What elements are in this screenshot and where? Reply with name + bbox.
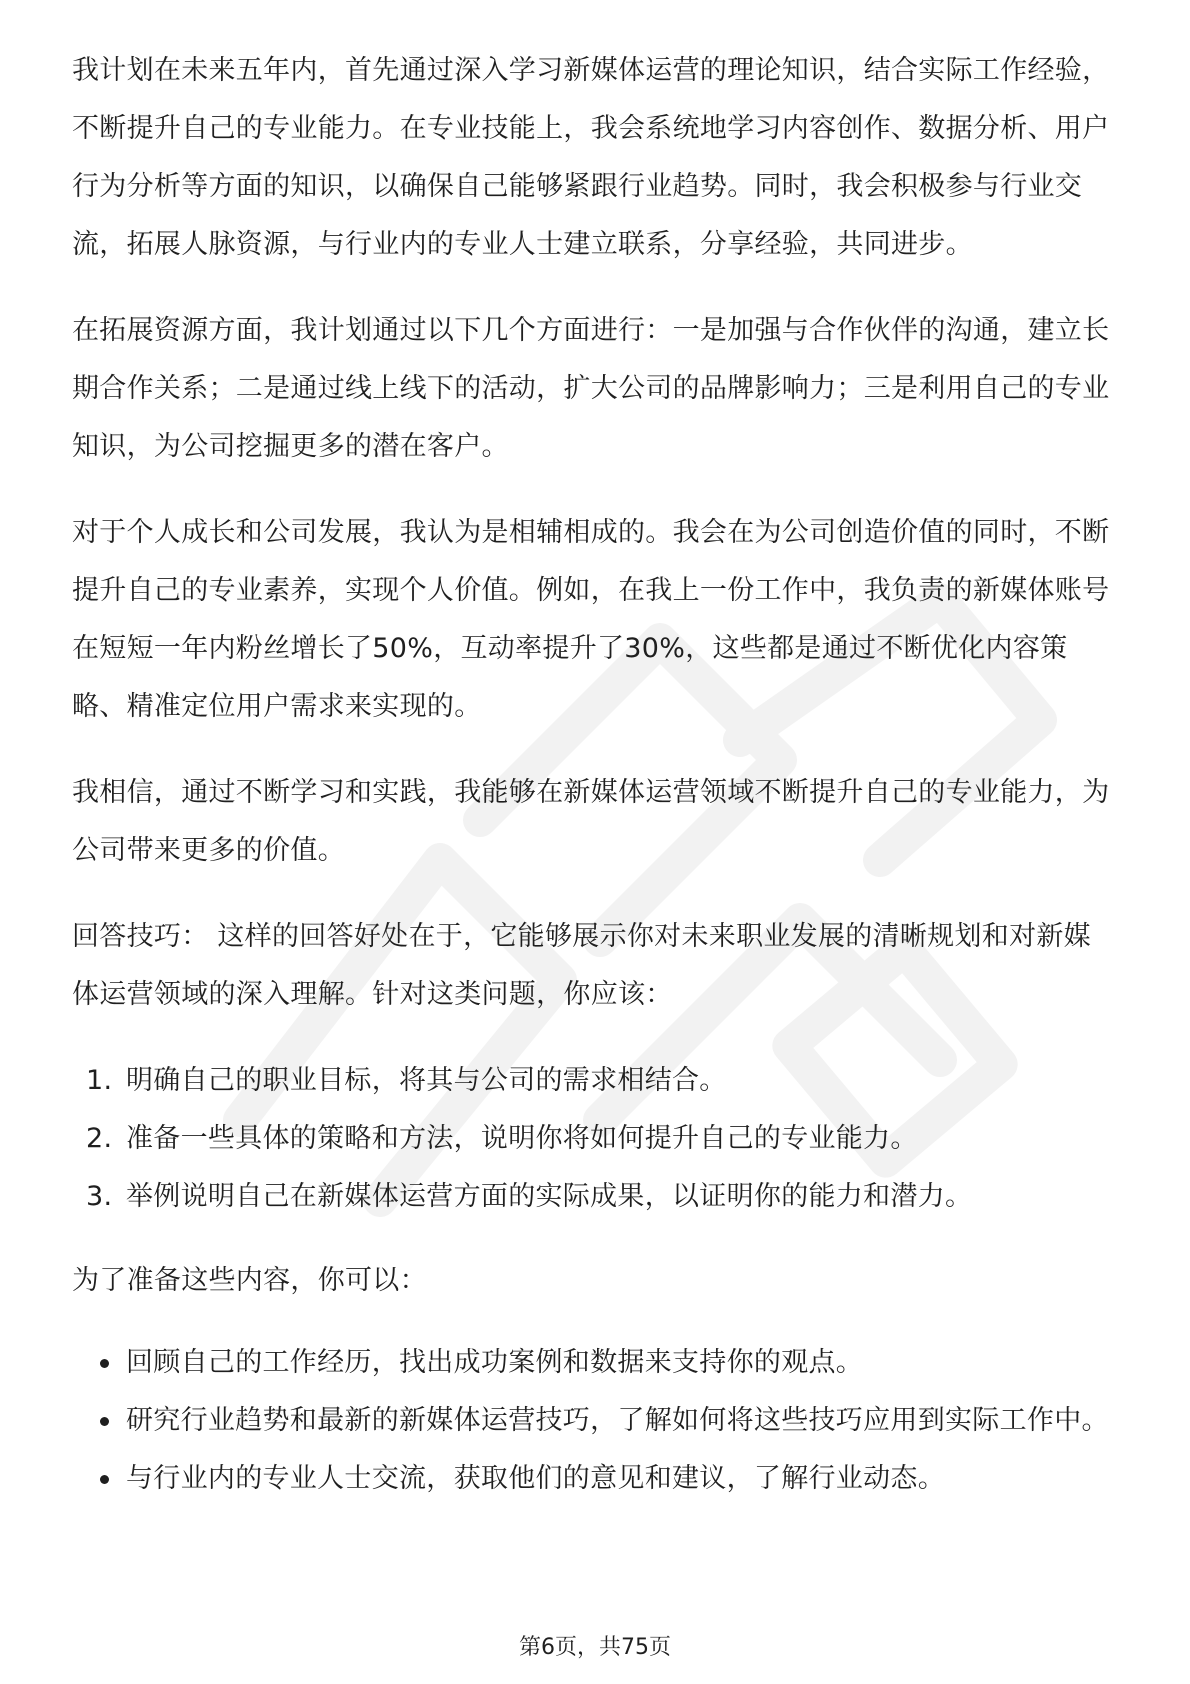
numbered-list [72, 1052, 1118, 1226]
list-item [72, 1454, 1118, 1504]
paragraph-answer-tips: 回答技巧： 这样的回答好处在于，它能够展示你对未来职业发展的清晰规划和对新媒体运营领域的深入理解。针对这类问题，你应该： [72, 921, 1091, 1010]
list-item-text: 研究行业趋势和最新的新媒体运营技巧，了解如何将这些技巧应用到实际工作中。 [126, 1405, 1109, 1436]
paragraph-growth-and-company: 对于个人成长和公司发展，我认为是相辅相成的。我会在为公司创造价值的同时，不断提升自己的专业素养，实现个人价值。例如，在我上一份工作中，我负责的新媒体账号在短短一年内粉丝增长了50%，互动率提升了30%，这些都是通过不断优化内容策略、精准定位用户需求来实现的。 [72, 517, 1110, 722]
list-item [72, 1396, 1118, 1446]
list-number: 3. [86, 1181, 113, 1212]
bullet-icon [100, 1417, 109, 1426]
list-item-text: 回顾自己的工作经历，找出成功案例和数据来支持你的观点。 [126, 1347, 864, 1378]
bullet-icon [100, 1359, 109, 1368]
list-item-text: 准备一些具体的策略和方法，说明你将如何提升自己的专业能力。 [126, 1123, 918, 1154]
list-number: 2. [86, 1123, 113, 1154]
list-item-text: 与行业内的专业人士交流，获取他们的意见和建议，了解行业动态。 [126, 1463, 945, 1494]
page-footer: 第6页，共75页 [519, 1635, 671, 1660]
paragraph-resource-expansion: 在拓展资源方面，我计划通过以下几个方面进行：一是加强与合作伙伴的沟通，建立长期合作关系；二是通过线上线下的活动，扩大公司的品牌影响力；三是利用自己的专业知识，为公司挖掘更多的潜在客户。 [72, 315, 1110, 462]
document-body [72, 42, 1118, 1530]
bullet-list [72, 1338, 1118, 1504]
bullet-icon [100, 1475, 109, 1484]
paragraph-belief: 我相信，通过不断学习和实践，我能够在新媒体运营领域不断提升自己的专业能力，为公司带来更多的价值。 [72, 777, 1110, 866]
paragraph-prep-intro: 为了准备这些内容，你可以： [72, 1265, 427, 1296]
list-item [72, 1110, 1118, 1168]
list-item [72, 1052, 1118, 1110]
list-item-text: 明确自己的职业目标，将其与公司的需求相结合。 [126, 1065, 727, 1096]
list-number: 1. [86, 1065, 113, 1096]
list-item-text: 举例说明自己在新媒体运营方面的实际成果，以证明你的能力和潜力。 [126, 1181, 973, 1212]
paragraph-career-plan: 我计划在未来五年内，首先通过深入学习新媒体运营的理论知识，结合实际工作经验，不断提升自己的专业能力。在专业技能上，我会系统地学习内容创作、数据分析、用户行为分析等方面的知识，以确保自己能够紧跟行业趋势。同时，我会积极参与行业交流，拓展人脉资源，与行业内的专业人士建立联系，分享经验，共同进步。 [72, 55, 1110, 260]
list-item [72, 1168, 1118, 1226]
list-item [72, 1338, 1118, 1388]
